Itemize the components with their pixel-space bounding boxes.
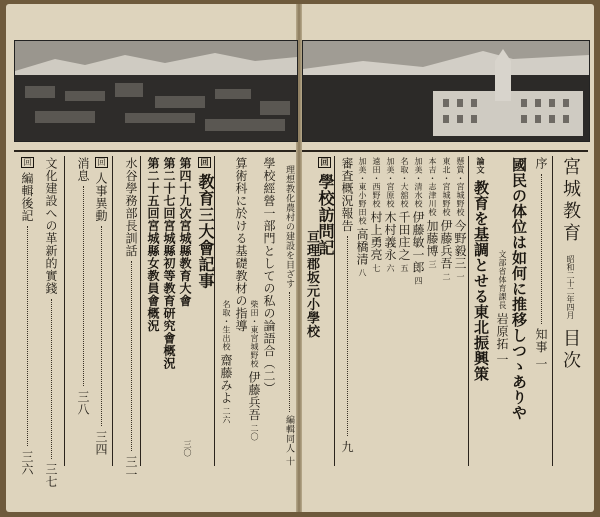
entry-label: 消息 — [76, 157, 90, 182]
entry-label: 國民の体位は如何に推移しつゝありや — [510, 157, 528, 421]
affil: 懸賞・宮城野校 — [456, 157, 465, 217]
box-marker-icon: 回 — [200, 158, 210, 167]
entry-label: 算術科に於ける基礎教材の指導 — [234, 157, 248, 332]
toc-entry-editor-note[interactable] — [20, 157, 34, 475]
entry-author: 編輯同人 — [284, 415, 294, 454]
toc-entry-personnel[interactable] — [94, 157, 108, 455]
entry-page: 一 — [495, 353, 509, 366]
affil: 加美・宮原校 — [386, 157, 395, 208]
affil: 遠田・西野校 — [372, 157, 381, 208]
author: 伊藤兵吾 — [439, 219, 453, 270]
affil: 柴田・東宮城野校 — [250, 300, 259, 368]
author: 今野毅三 — [453, 219, 467, 270]
dot-leader — [131, 261, 132, 451]
entry-label: 序 — [534, 157, 548, 170]
essay-entry[interactable] — [412, 157, 424, 285]
page-num: 二 — [442, 272, 451, 282]
entry-title: 亘理郡坂元小學校 — [304, 230, 319, 338]
entry-page: 三四 — [94, 430, 108, 456]
entry-label: 水谷學務部長訓話 — [124, 157, 138, 257]
divider — [140, 156, 141, 466]
author: 伊藤敏一郎 — [411, 211, 425, 274]
page-num: 八 — [358, 268, 367, 278]
school-visit-subtitle — [282, 165, 296, 466]
entry-label: 審査概況報告 — [340, 157, 354, 232]
affil: 加美・東小野田校 — [358, 157, 367, 225]
toc-entry-news[interactable] — [76, 157, 90, 416]
affil: 名取・生出校 — [222, 300, 231, 351]
divider — [552, 156, 553, 466]
essay-entry[interactable] — [370, 157, 382, 273]
entry-label: 人事異動 — [94, 171, 108, 222]
entry-tag: 論文 — [476, 157, 486, 174]
page-num: 二〇 — [250, 424, 259, 442]
dot-leader — [541, 174, 542, 324]
toc-entry-physique-author — [496, 250, 508, 366]
box-marker-icon: 回 — [23, 158, 32, 167]
left-header-rule — [14, 150, 296, 152]
conference-entry[interactable] — [178, 157, 192, 307]
toc-entry-school[interactable] — [302, 230, 320, 338]
photo-left-cityscape — [14, 40, 298, 142]
entry-page: 三八 — [76, 390, 90, 416]
author: 齋藤みよ — [219, 354, 233, 405]
essay-entry[interactable] — [440, 157, 452, 281]
masthead — [560, 157, 580, 372]
toc-entry-arithmetic[interactable] — [234, 157, 248, 332]
toc-entry-address[interactable] — [124, 157, 138, 481]
toc-entry-physique[interactable] — [510, 157, 528, 421]
page-num: 三 — [428, 260, 437, 269]
divider — [112, 156, 113, 466]
entry-page: 三一 — [124, 455, 138, 481]
right-header-rule — [302, 150, 588, 152]
entry-subtitle: 理想教化農村の建設を目ざす — [284, 165, 294, 289]
affil: 加美・清水校 — [414, 157, 423, 208]
conference-entry[interactable] — [146, 157, 160, 332]
toc-entry-review[interactable] — [340, 157, 354, 453]
box-marker-icon: 回 — [320, 158, 330, 167]
entry-author: 知事 — [534, 328, 548, 354]
essay-entry[interactable] — [426, 157, 438, 269]
entry-page: 九 — [340, 440, 354, 454]
toc-entry-confucius[interactable] — [262, 157, 276, 395]
section-title: 學校訪問記 — [316, 173, 335, 257]
toc-entry-essay-title[interactable] — [472, 157, 490, 381]
page-num: 四 — [414, 276, 423, 286]
author: 加藤博 — [425, 219, 439, 258]
conference-entry[interactable] — [162, 157, 176, 370]
entry-label: 編輯後記 — [20, 171, 34, 222]
box-marker-icon: 回 — [97, 158, 106, 167]
author: 木村義永 — [383, 211, 397, 262]
page-num: 三〇 — [183, 440, 192, 457]
entry-label: 文化建設への革新的實錢 — [44, 157, 58, 295]
toc-section-conferences[interactable] — [196, 157, 214, 289]
essay-entry[interactable] — [356, 157, 368, 277]
page-num: 五 — [400, 264, 409, 273]
page-num: 七 — [372, 264, 381, 273]
divider — [64, 156, 65, 466]
dot-leader — [347, 236, 348, 436]
dot-leader — [51, 299, 52, 459]
contents-label: 目次 — [560, 328, 581, 373]
page-num: 一 — [456, 272, 465, 282]
author: 村上勇亮 — [369, 211, 383, 262]
conference-page — [182, 440, 193, 457]
dot-leader — [83, 186, 84, 386]
entry-label: 第四十九次宮城縣教育大會 — [178, 157, 192, 307]
magazine-title: 宮城教育 — [560, 157, 581, 245]
page-num: 六 — [386, 264, 395, 273]
entry-label: 學校經營一部門としての私の論語合（二） — [262, 157, 276, 395]
toc-entry-arithmetic-author — [220, 300, 232, 424]
dot-leader — [101, 226, 102, 426]
entry-author: 岩原拓 — [495, 312, 509, 351]
toc-entry-culture[interactable] — [44, 157, 58, 488]
entry-label: 第二十五回宮城縣女教員會概況 — [146, 157, 160, 332]
photo-right-school-building — [302, 40, 590, 142]
author: 千田庄之 — [397, 211, 411, 262]
page-num: 二六 — [222, 407, 231, 425]
essay-entry[interactable] — [454, 157, 466, 281]
affil: 東北・宮城野校 — [442, 157, 451, 217]
entry-page: 十 — [284, 456, 294, 467]
divider — [468, 156, 469, 466]
affil: 名取・大舘校 — [400, 157, 409, 208]
essay-entry[interactable] — [398, 157, 410, 273]
issue-note: 昭和二十二年四月 — [566, 254, 575, 319]
author: 高橋清 — [355, 228, 369, 266]
toc-entry-confucius-author — [248, 300, 260, 441]
toc-entry-preface[interactable] — [534, 157, 548, 370]
section-title: 教育三大會記事 — [196, 173, 215, 290]
entry-page: 三七 — [44, 463, 58, 489]
entry-label: 第二十七回宮城縣初等教育研究會概況 — [162, 157, 176, 370]
essay-entry[interactable] — [384, 157, 396, 273]
entry-page: 三六 — [20, 450, 34, 476]
author: 伊藤兵吾 — [247, 371, 261, 422]
dot-leader — [289, 292, 290, 412]
entry-title: 教育を基調とせる東北振興策 — [472, 179, 490, 382]
entry-page: 一 — [534, 357, 548, 370]
affil: 本吉・志津川校 — [428, 157, 437, 217]
entry-note: 文部省体育課長 — [498, 250, 507, 310]
dot-leader — [27, 226, 28, 446]
